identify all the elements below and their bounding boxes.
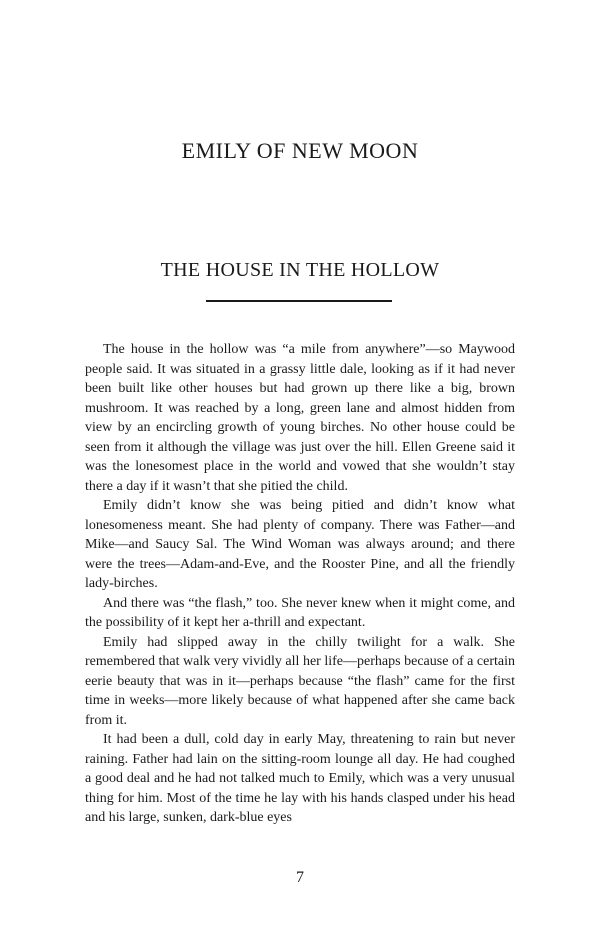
paragraph-2: Emily didn’t know she was being pitied and didn’t know what lonesomeness meant. She had plenty of company. There was Father—and Mike—and Saucy Sal. The Wind Woman was always around; and there were the trees—Adam-and-Eve, and the Rooster Pine, and all the friendly lady-birches.: [85, 498, 515, 591]
paragraph-1: The house in the hollow was “a mile from anywhere”—so Maywood people said. It was situated in a grassy little dale, looking as if it had never been built like other houses but had grown up there like a big, brown mushroom. It was reached by a long, green lane and almost hidden from view by an encircling growth of young birches. No other house could be seen from it although the village was just over the hill. Ellen Greene said it was the lonesomest place in the world and vowed that she wouldn’t stay there a day if it wasn’t that she pitied the child.: [85, 342, 515, 494]
paragraph-4: Emily had slipped away in the chilly twilight for a walk. She remembered that walk very vividly all her life—perhaps because of a certain eerie beauty that was in it—perhaps because “the flash” came for the first time in weeks—more likely because of what happened after she came back from it.: [85, 634, 515, 728]
body-text: [85, 340, 515, 828]
paragraph-3: And there was “the flash,” too. She never knew when it might come, and the possibility of it kept her a-thrill and expectant.: [85, 595, 515, 630]
paragraph-5: It had been a dull, cold day in early May, threatening to rain but never raining. Father had lain on the sitting-room lounge all day. He had coughed a good deal and he had not talked much to Emily, which was a very unusual thing for him. Most of the time he lay with his hands clasped under his head and his large, sunken, dark-blue eyes: [85, 732, 515, 825]
chapter-title-rule: [206, 300, 392, 302]
book-title: EMILY OF NEW MOON: [181, 138, 419, 163]
chapter-title: THE HOUSE IN THE HOLLOW: [160, 259, 440, 281]
page-number: 7: [296, 869, 304, 886]
